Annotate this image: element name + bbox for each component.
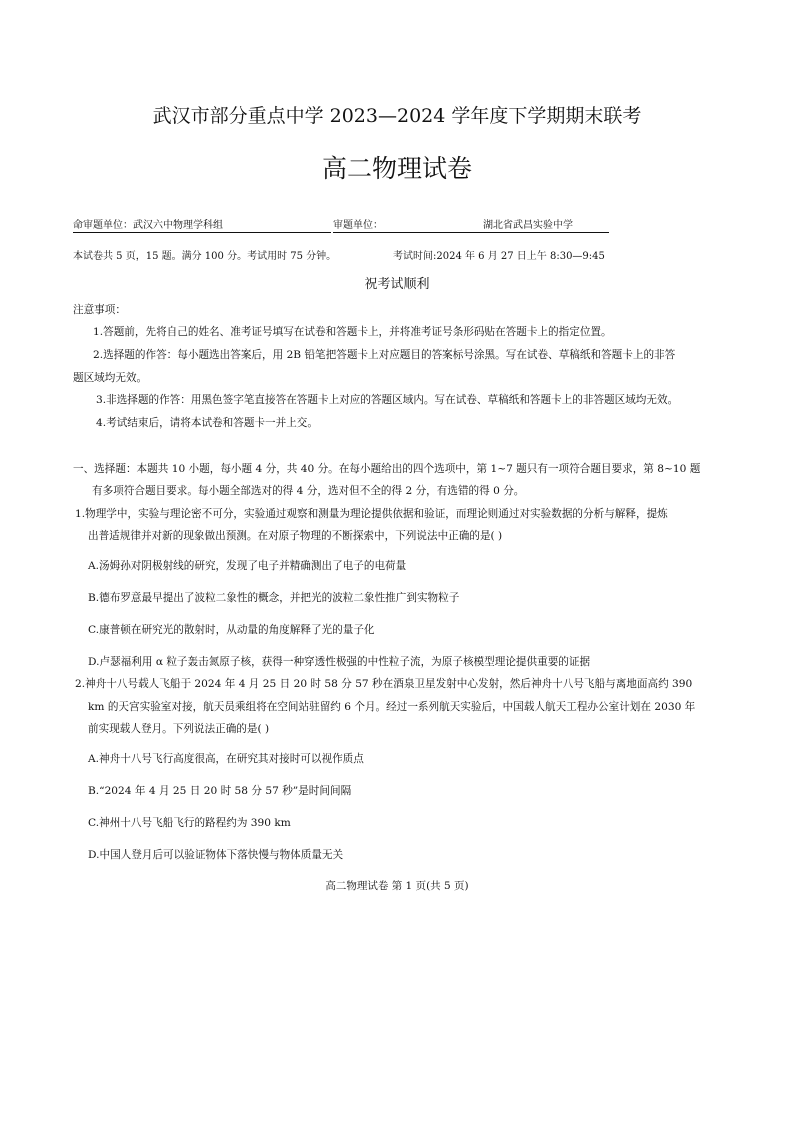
note-item: 题区域均无效。 xyxy=(73,372,148,384)
setter-label: 命审题单位：武汉六中物理学科组 xyxy=(73,216,331,233)
good-luck-text: 祝考试顺利 xyxy=(364,277,430,292)
note-item: 3.非选择题的作答：用黑色签字笔直接答在答题卡上对应的答题区域内。写在试卷、草稿纸和答题卡上的非答题区域均无效。 xyxy=(96,394,679,406)
page-footer: 高二物理试卷 第 1 页(共 5 页) xyxy=(325,880,469,892)
question-2-option-a: A.神舟十八号飞行高度很高，在研究其对接时可以视作质点 xyxy=(88,753,364,765)
question-1-option-c: C.康普顿在研究光的散射时，从动量的角度解释了光的量子化 xyxy=(88,624,375,636)
section-heading: 一、选择题：本题共 10 小题，每小题 4 分，共 40 分。在每小题给出的四个选项中，第 1~7 题只有一项符合题目要求，第 8~10 题 xyxy=(73,463,701,475)
setter-line xyxy=(73,216,331,233)
notes-heading: 注意事项： xyxy=(73,304,126,316)
reviewer-label: 审题单位： xyxy=(333,220,383,231)
question-2-option-b: B.“2024 年 4 月 25 日 20 时 58 分 57 秒”是时间间隔 xyxy=(88,785,352,797)
question-2-stem-cont: 前实现载人登月。下列说法正确的是( ) xyxy=(88,723,270,735)
exam-title: 武汉市部分重点中学 2023—2024 学年度下学期期末联考 xyxy=(152,105,642,127)
reviewer-underlined xyxy=(333,216,609,233)
note-item: 4.考试结束后，请将本试卷和答题卡一并上交。 xyxy=(96,417,318,429)
question-2-option-c: C.神州十八号飞船飞行的路程约为 390 km xyxy=(88,817,291,829)
section-heading-cont: 有多项符合题目要求。每小题全部选对的得 4 分，选对但不全的得 2 分，有选错的得 0 分。 xyxy=(92,485,525,497)
question-2-stem: 2.神舟十八号载人飞船于 2024 年 4 月 25 日 20 时 58 分 57 秒在酒泉卫星发射中心发射，然后神舟十八号飞船与离地面高约 390 xyxy=(75,678,693,690)
note-item: 1.答题前，先将自己的姓名、准考证号填写在试卷和答题卡上，并将准考证号条形码贴在答题卡上的指定位置。 xyxy=(93,326,612,338)
reviewer-line xyxy=(333,216,609,233)
exam-subtitle: 高二物理试卷 xyxy=(321,154,472,183)
question-2-stem-cont: km 的天宫实验室对接，航天员乘组将在空间站驻留约 6 个月。经过一系列航天实验后，中国载人航天工程办公室计划在 2030 年 xyxy=(88,701,696,713)
question-1-option-a: A.汤姆孙对阴极射线的研究，发现了电子并精确测出了电子的电荷量 xyxy=(88,560,407,572)
reviewer-value: 湖北省武昌实验中学 xyxy=(483,220,573,231)
question-1-stem-cont: 出普适规律并对新的现象做出预测。在对原子物理的不断探索中，下列说法中正确的是( ) xyxy=(88,530,503,542)
paper-info: 本试卷共 5 页，15 题。满分 100 分。考试用时 75 分钟。 xyxy=(73,251,337,262)
question-1-option-d: D.卢瑟福利用 α 粒子轰击氮原子核，获得一种穿透性极强的中性粒子流，为原子核模型理论提供重要的证据 xyxy=(88,656,591,668)
question-1-stem: 1.物理学中，实验与理论密不可分，实验通过观察和测量为理论提供依据和验证，而理论则通过对实验数据的分析与解释，提炼 xyxy=(75,508,668,520)
question-2-option-d: D.中国人登月后可以验证物体下落快慢与物体质量无关 xyxy=(88,849,344,861)
question-1-option-b: B.德布罗意最早提出了波粒二象性的概念，并把光的波粒二象性推广到实物粒子 xyxy=(88,592,460,604)
note-item: 2.选择题的作答：每小题选出答案后，用 2B 铅笔把答题卡上对应题目的答案标号涂黑。写在试卷、草稿纸和答题卡上的非答 xyxy=(93,349,676,361)
exam-time: 考试时间:2024 年 6 月 27 日上午 8:30—9:45 xyxy=(393,251,605,262)
